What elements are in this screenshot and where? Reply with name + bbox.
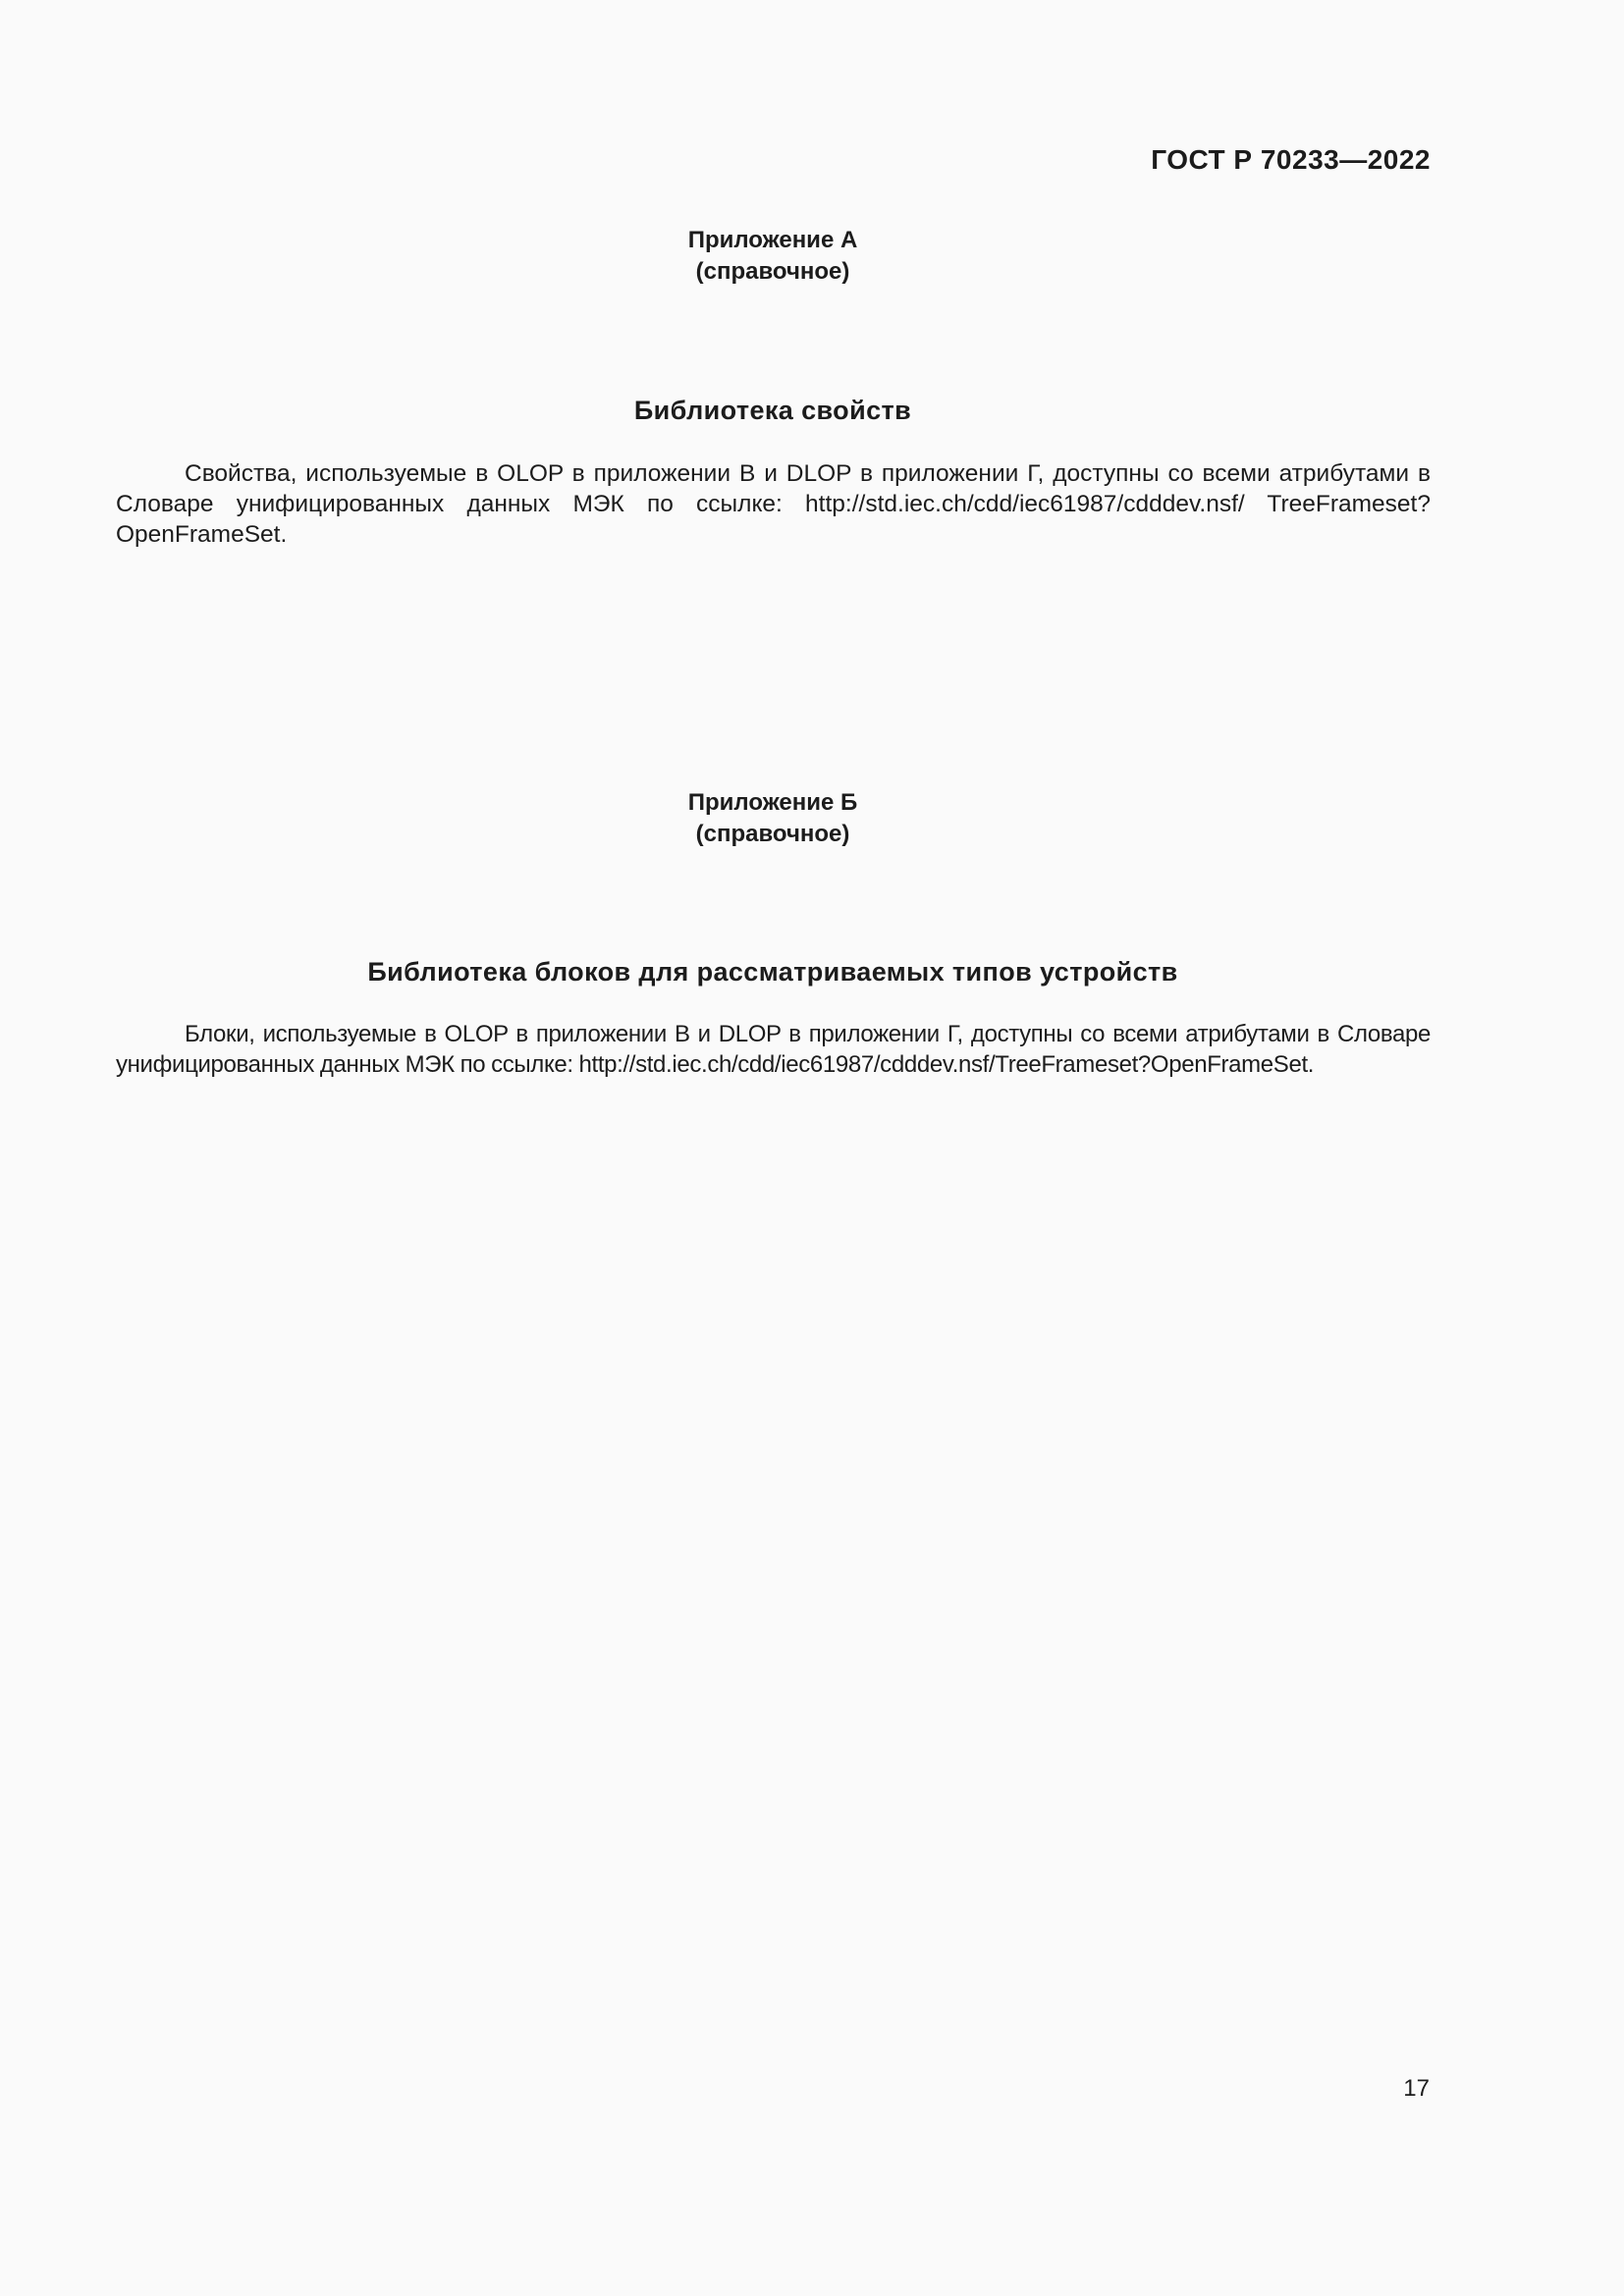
appendix-b-title: Приложение Б: [687, 789, 858, 816]
appendix-b-subtitle: (справочное): [695, 821, 850, 847]
appendix-b-header: [0, 787, 1545, 850]
page-number: 17: [1403, 2075, 1430, 2102]
document-code: ГОСТ Р 70233—2022: [1151, 144, 1431, 175]
appendix-a-header: [0, 225, 1545, 288]
appendix-a-heading: Библиотека свойств: [633, 396, 912, 425]
appendix-a-title: Приложение А: [687, 227, 858, 253]
appendix-a-subtitle: (справочное): [695, 258, 850, 285]
appendix-b-heading: Библиотека блоков для рассматриваемых типов устройств: [367, 957, 1178, 987]
appendix-a-paragraph: Свойства, используемые в OLOP в приложении В и DLOP в приложении Г, доступны со всеми атрибутами в Словаре унифицированных данных МЭК по ссылке: http://std.iec.ch/cdd/iec61987/cdddev.nsf/ TreeFrameset?OpenFrameSet.: [116, 460, 1431, 548]
appendix-b-paragraph: Блоки, используемые в OLOP в приложении В и DLOP в приложении Г, доступны со всеми атрибутами в Словаре унифицированных данных МЭК по ссылке: http://std.iec.ch/cdd/iec61987/cdddev.nsf/TreeFrameset?OpenFrameSet.: [116, 1021, 1431, 1078]
